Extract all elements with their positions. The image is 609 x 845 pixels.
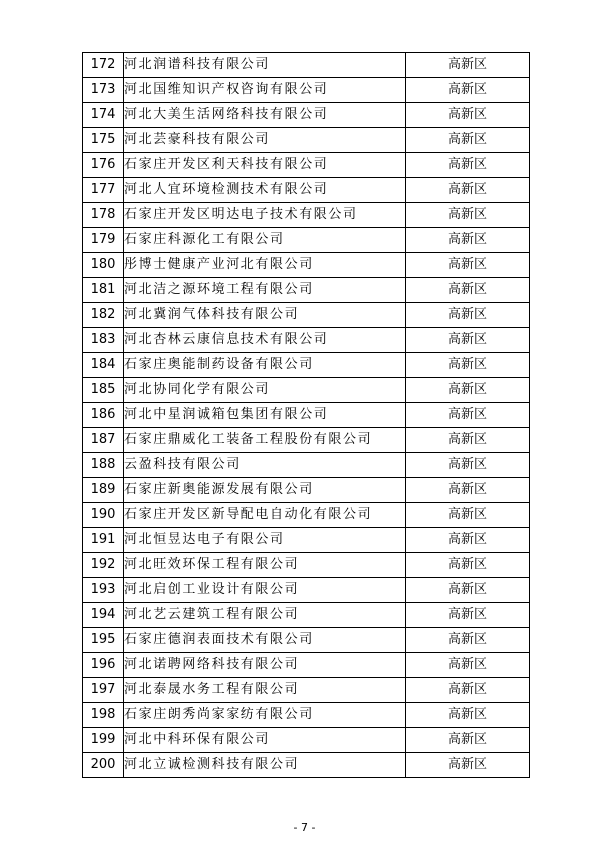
table-row [83,403,530,428]
row-number-cell: 196 [83,653,124,678]
district-cell: 高新区 [406,603,530,628]
row-number-cell: 198 [83,703,124,728]
table-row [83,353,530,378]
row-number-cell: 183 [83,328,124,353]
company-name-cell: 河北国维知识产权咨询有限公司 [124,78,406,103]
district-cell: 高新区 [406,503,530,528]
district-cell: 高新区 [406,103,530,128]
company-name-cell: 河北大美生活网络科技有限公司 [124,103,406,128]
district-cell: 高新区 [406,478,530,503]
table-row [83,128,530,153]
company-name-cell: 石家庄开发区新导配电自动化有限公司 [124,503,406,528]
district-cell: 高新区 [406,728,530,753]
row-number-cell: 187 [83,428,124,453]
row-number-cell: 173 [83,78,124,103]
table-row [83,628,530,653]
table-row [83,178,530,203]
company-name-cell: 河北立诚检测科技有限公司 [124,753,406,778]
row-number-cell: 192 [83,553,124,578]
company-name-cell: 石家庄德润表面技术有限公司 [124,628,406,653]
table-row [83,503,530,528]
district-cell: 高新区 [406,578,530,603]
company-name-cell: 河北协同化学有限公司 [124,378,406,403]
company-name-cell: 河北中科环保有限公司 [124,728,406,753]
company-name-cell: 河北洁之源环境工程有限公司 [124,278,406,303]
table-row [83,378,530,403]
company-name-cell: 河北杏林云康信息技术有限公司 [124,328,406,353]
table-row [83,703,530,728]
table-row [83,653,530,678]
table-row [83,78,530,103]
district-cell: 高新区 [406,653,530,678]
company-name-cell: 河北润谱科技有限公司 [124,53,406,78]
table-row [83,528,530,553]
district-cell: 高新区 [406,428,530,453]
row-number-cell: 193 [83,578,124,603]
row-number-cell: 197 [83,678,124,703]
company-table [82,52,530,778]
company-name-cell: 石家庄新奥能源发展有限公司 [124,478,406,503]
row-number-cell: 184 [83,353,124,378]
company-name-cell: 石家庄开发区利天科技有限公司 [124,153,406,178]
row-number-cell: 182 [83,303,124,328]
row-number-cell: 178 [83,203,124,228]
row-number-cell: 200 [83,753,124,778]
district-cell: 高新区 [406,678,530,703]
table-row [83,103,530,128]
district-cell: 高新区 [406,378,530,403]
company-name-cell: 石家庄鼎威化工装备工程股份有限公司 [124,428,406,453]
district-cell: 高新区 [406,178,530,203]
table-row [83,728,530,753]
company-name-cell: 河北冀润气体科技有限公司 [124,303,406,328]
row-number-cell: 188 [83,453,124,478]
row-number-cell: 191 [83,528,124,553]
company-name-cell: 石家庄开发区明达电子技术有限公司 [124,203,406,228]
district-cell: 高新区 [406,303,530,328]
row-number-cell: 181 [83,278,124,303]
company-name-cell: 河北中星润诚箱包集团有限公司 [124,403,406,428]
row-number-cell: 179 [83,228,124,253]
row-number-cell: 176 [83,153,124,178]
table-row [83,753,530,778]
district-cell: 高新区 [406,353,530,378]
company-name-cell: 河北人宜环境检测技术有限公司 [124,178,406,203]
company-name-cell: 石家庄朗秀尚家家纺有限公司 [124,703,406,728]
row-number-cell: 194 [83,603,124,628]
company-name-cell: 石家庄奥能制药设备有限公司 [124,353,406,378]
table-row [83,678,530,703]
row-number-cell: 177 [83,178,124,203]
district-cell: 高新区 [406,53,530,78]
table-row [83,228,530,253]
row-number-cell: 186 [83,403,124,428]
company-name-cell: 彤博士健康产业河北有限公司 [124,253,406,278]
row-number-cell: 185 [83,378,124,403]
table-row [83,53,530,78]
district-cell: 高新区 [406,753,530,778]
company-table-body [83,53,530,778]
table-row [83,553,530,578]
row-number-cell: 174 [83,103,124,128]
district-cell: 高新区 [406,453,530,478]
district-cell: 高新区 [406,553,530,578]
district-cell: 高新区 [406,203,530,228]
page-number: - 7 - [293,821,316,834]
table-row [83,153,530,178]
district-cell: 高新区 [406,253,530,278]
table-row [83,328,530,353]
company-name-cell: 河北恒昱达电子有限公司 [124,528,406,553]
table-row [83,603,530,628]
company-name-cell: 河北启创工业设计有限公司 [124,578,406,603]
row-number-cell: 172 [83,53,124,78]
district-cell: 高新区 [406,128,530,153]
district-cell: 高新区 [406,278,530,303]
company-name-cell: 河北芸豪科技有限公司 [124,128,406,153]
table-row [83,303,530,328]
district-cell: 高新区 [406,228,530,253]
row-number-cell: 199 [83,728,124,753]
company-name-cell: 河北诺聘网络科技有限公司 [124,653,406,678]
table-row [83,578,530,603]
company-name-cell: 河北泰晟水务工程有限公司 [124,678,406,703]
row-number-cell: 175 [83,128,124,153]
company-name-cell: 云盈科技有限公司 [124,453,406,478]
district-cell: 高新区 [406,153,530,178]
table-row [83,253,530,278]
company-name-cell: 河北旺效环保工程有限公司 [124,553,406,578]
row-number-cell: 190 [83,503,124,528]
table-row [83,428,530,453]
district-cell: 高新区 [406,403,530,428]
row-number-cell: 180 [83,253,124,278]
table-row [83,453,530,478]
table-row [83,203,530,228]
district-cell: 高新区 [406,703,530,728]
row-number-cell: 195 [83,628,124,653]
district-cell: 高新区 [406,528,530,553]
company-name-cell: 石家庄科源化工有限公司 [124,228,406,253]
table-row [83,278,530,303]
company-name-cell: 河北艺云建筑工程有限公司 [124,603,406,628]
district-cell: 高新区 [406,328,530,353]
district-cell: 高新区 [406,628,530,653]
district-cell: 高新区 [406,78,530,103]
row-number-cell: 189 [83,478,124,503]
table-row [83,478,530,503]
